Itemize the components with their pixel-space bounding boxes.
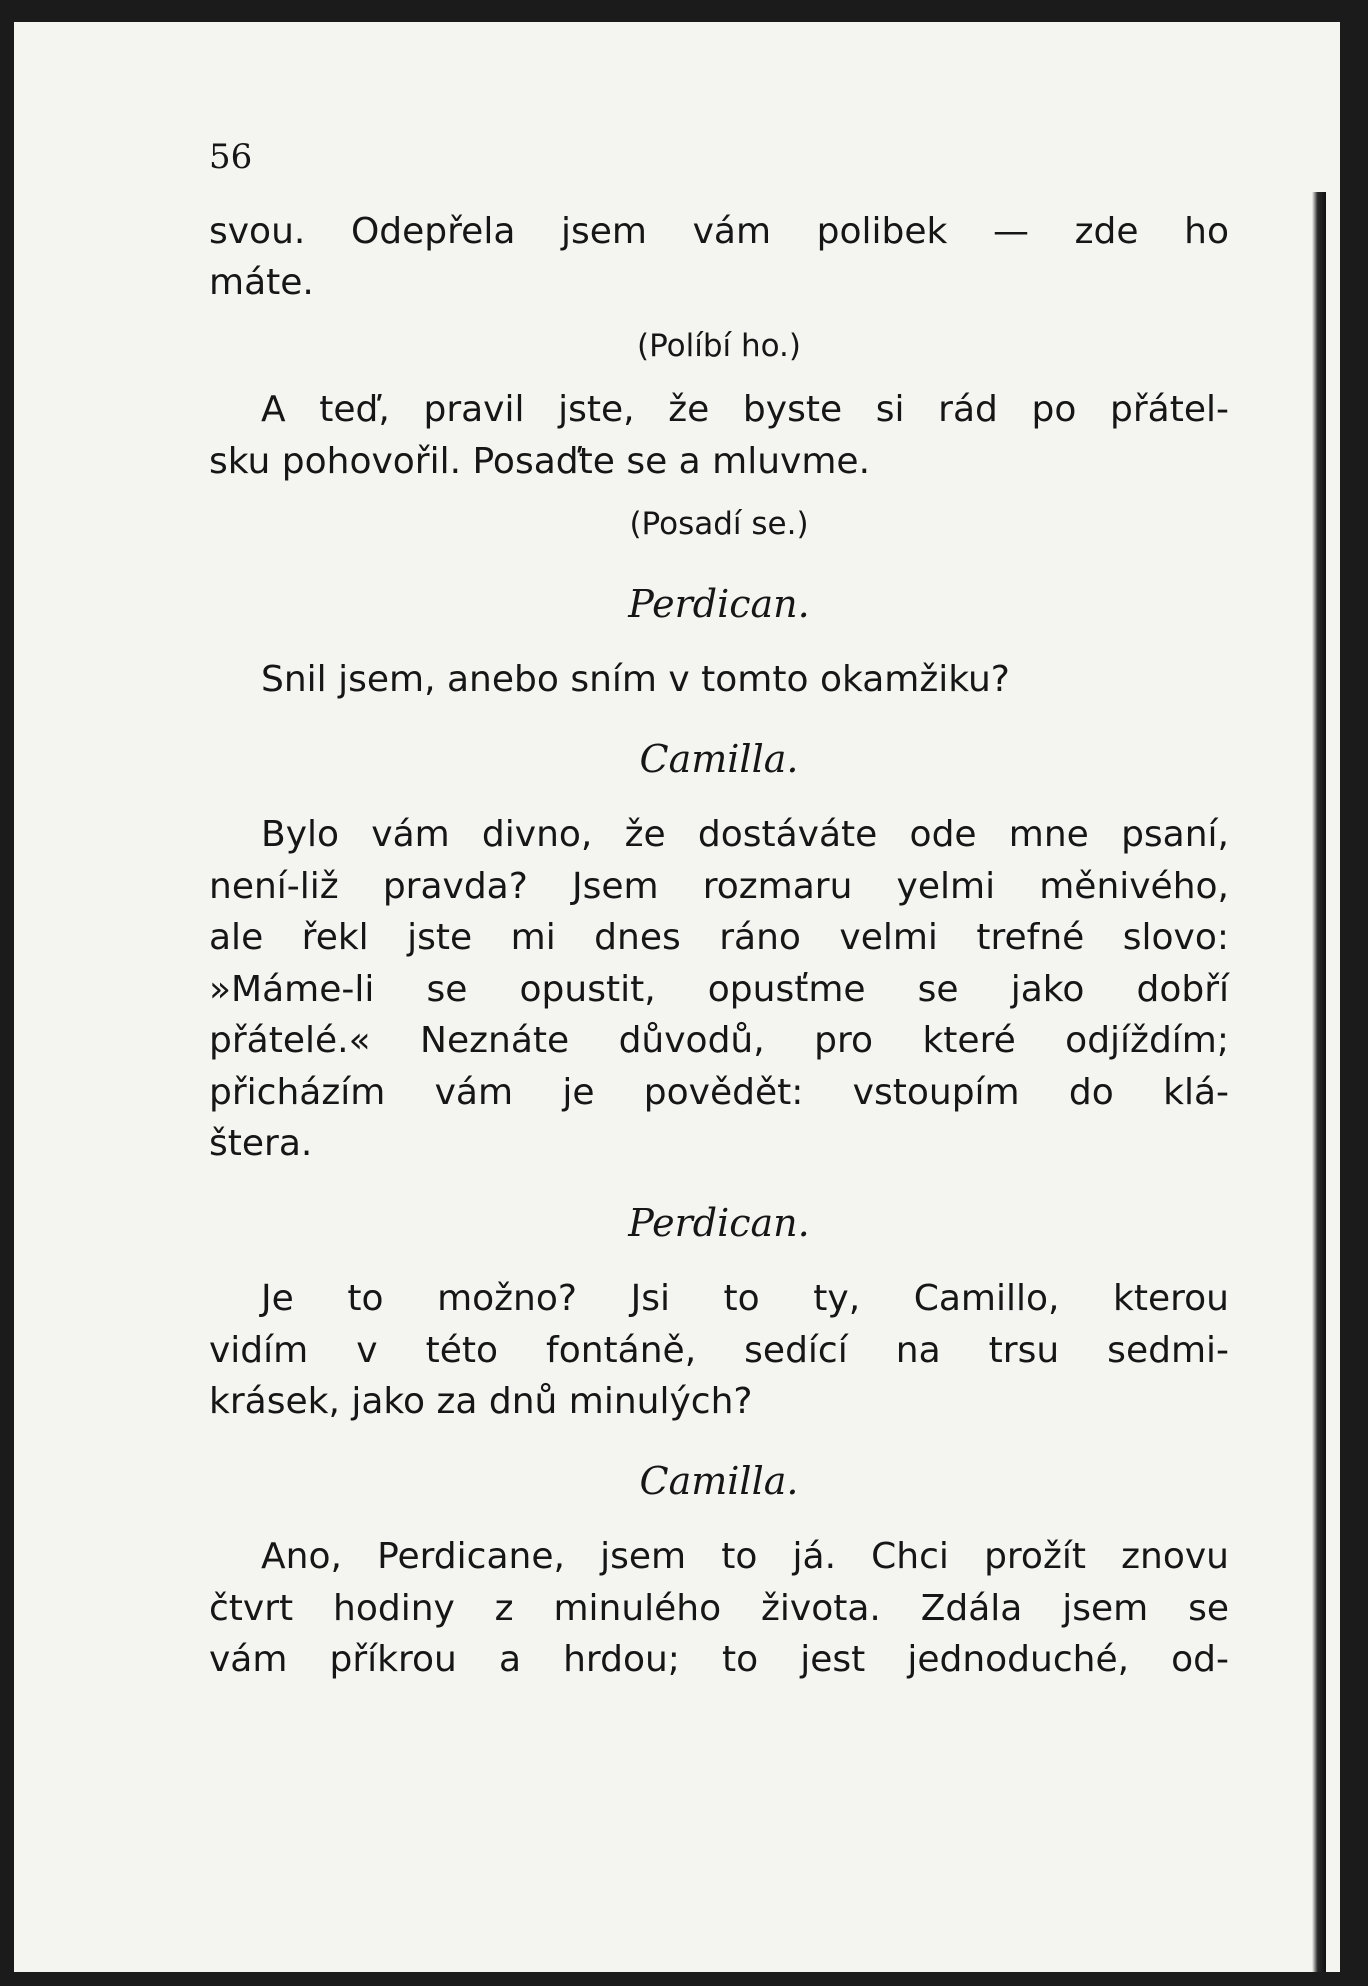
speaker-name: Perdican.	[628, 581, 810, 626]
text-line: »Máme-li se opustit, opusťme se jako dobří	[209, 968, 1229, 1010]
text-line: Bylo vám divno, že dostáváte ode mne psaní,	[261, 814, 1229, 855]
paragraph	[209, 206, 1229, 309]
text-line: máte.	[209, 262, 314, 303]
text-line: Ano, Perdicane, jsem to já. Chci prožít znovu	[261, 1536, 1229, 1577]
text-line: Je to možno? Jsi to ty, Camillo, kterou	[261, 1278, 1229, 1319]
text-line: Snil jsem, anebo sním v tomto okamžiku?	[261, 659, 1010, 700]
text-line: přátelé.« Neznáte důvodů, pro které odjíždím;	[209, 1020, 1229, 1061]
text-line: přicházím vám je povědět: vstoupím do klá-	[209, 1071, 1229, 1113]
paragraph	[209, 1273, 1229, 1428]
stage-direction: (Políbí ho.)	[636, 327, 802, 364]
text-line: ale řekl jste mi dnes ráno velmi trefné slovo:	[209, 917, 1229, 958]
text-line: není-liž pravda? Jsem rozmaru yelmi měnivého,	[209, 865, 1229, 907]
text-line: krásek, jako za dnů minulých?	[209, 1381, 753, 1422]
text-line: štera.	[209, 1123, 313, 1164]
text-line: vidím v této fontáně, sedící na trsu sedmi-	[209, 1329, 1229, 1371]
paragraph	[209, 1531, 1229, 1686]
text-line: A teď, pravil jste, že byste si rád po přátel-	[261, 389, 1229, 430]
text-line: svou. Odepřela jsem vám polibek — zde ho	[209, 210, 1229, 252]
page-edge-shadow	[1312, 192, 1326, 1972]
page-number: 56	[209, 137, 253, 177]
speaker-name: Camilla.	[639, 1458, 799, 1503]
text-line: sku pohovořil. Posaďte se a mluvme.	[209, 440, 871, 482]
paragraph	[209, 809, 1229, 1170]
book-page	[14, 22, 1340, 1972]
page-content	[209, 132, 1229, 1686]
paragraph	[209, 654, 1229, 706]
speaker-name: Perdican.	[628, 1200, 810, 1245]
speaker-name: Camilla.	[639, 736, 799, 781]
text-line: čtvrt hodiny z minulého života. Zdála jsem se	[209, 1587, 1229, 1629]
text-line: vám příkrou a hrdou; to jest jednoduché, od-	[209, 1639, 1229, 1680]
paragraph	[209, 384, 1229, 487]
stage-direction: (Posadí se.)	[629, 506, 809, 542]
